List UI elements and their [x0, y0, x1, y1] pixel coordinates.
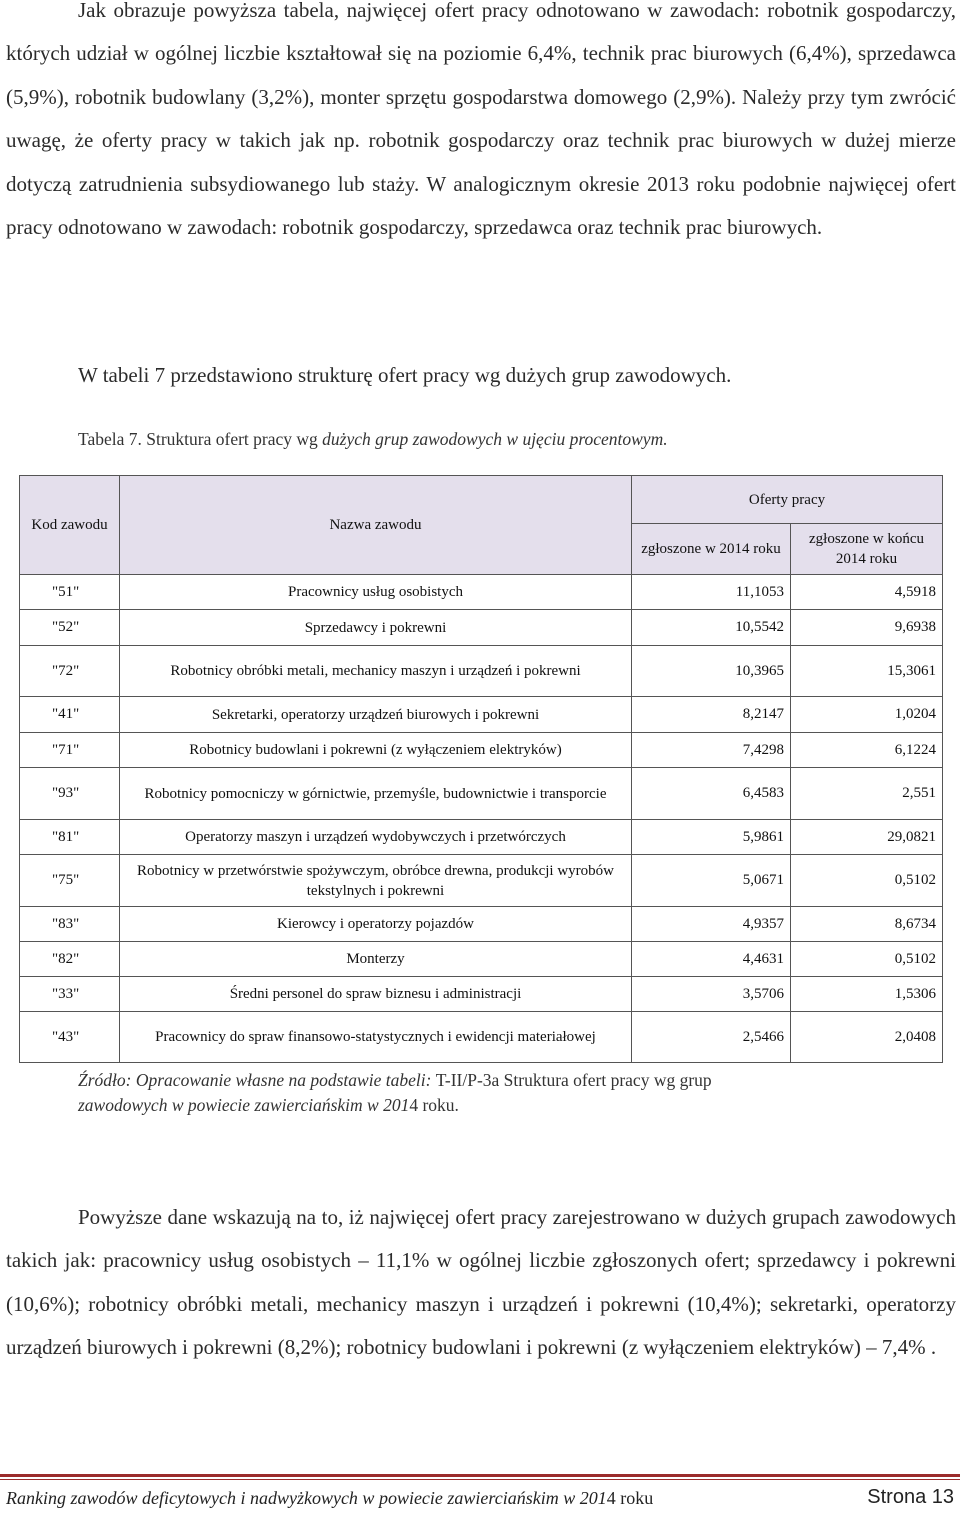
occupation-table [19, 475, 943, 1063]
table-row [20, 768, 943, 820]
table-row [20, 942, 943, 977]
caption-italic: dużych grup zawodowych w ujęciu procentowym. [322, 429, 668, 449]
row-code: "33" [20, 977, 120, 1012]
header-2014: zgłoszone w 2014 roku [632, 524, 791, 575]
table-row [20, 855, 943, 907]
table-row [20, 697, 943, 733]
footer-title-italic: Ranking zawodów deficytowych i nadwyżkowych w powiecie zawierciańskim w 201 [6, 1488, 607, 1508]
source-plain-1: T-II/P-3a Struktura ofert pracy wg grup [435, 1070, 712, 1090]
row-code: "51" [20, 575, 120, 610]
row-value-2014: 10,5542 [632, 610, 791, 646]
row-value-2014: 6,4583 [632, 768, 791, 820]
row-value-end-2014: 2,0408 [791, 1012, 943, 1063]
row-code: "43" [20, 1012, 120, 1063]
table-row [20, 646, 943, 697]
footer-title [6, 1488, 653, 1509]
row-code: "81" [20, 820, 120, 855]
row-value-end-2014: 4,5918 [791, 575, 943, 610]
row-name: Monterzy [120, 942, 632, 977]
row-value-2014: 5,9861 [632, 820, 791, 855]
row-value-end-2014: 1,0204 [791, 697, 943, 733]
table-row [20, 575, 943, 610]
page-number: Strona 13 [867, 1486, 954, 1508]
row-value-end-2014: 29,0821 [791, 820, 943, 855]
header-end-2014: zgłoszone w końcu 2014 roku [791, 524, 943, 575]
row-name: Pracownicy usług osobistych [120, 575, 632, 610]
row-value-2014: 5,0671 [632, 855, 791, 907]
row-value-2014: 11,1053 [632, 575, 791, 610]
row-value-2014: 4,9357 [632, 907, 791, 942]
row-value-end-2014: 2,551 [791, 768, 943, 820]
source-italic-2: zawodowych w powiecie zawierciańskim w 201 [78, 1095, 410, 1115]
footer-rule [0, 1474, 960, 1477]
row-name: Kierowcy i operatorzy pojazdów [120, 907, 632, 942]
row-value-end-2014: 9,6938 [791, 610, 943, 646]
row-value-2014: 10,3965 [632, 646, 791, 697]
row-code: "71" [20, 733, 120, 768]
table-row [20, 733, 943, 768]
row-value-end-2014: 6,1224 [791, 733, 943, 768]
row-value-end-2014: 8,6734 [791, 907, 943, 942]
row-code: "83" [20, 907, 120, 942]
table-body [20, 575, 943, 1063]
row-name: Robotnicy pomocniczy w górnictwie, przemyśle, budownictwie i transporcie [120, 768, 632, 820]
row-name: Operatorzy maszyn i urządzeń wydobywczych i przetwórczych [120, 820, 632, 855]
table-row [20, 907, 943, 942]
table-row [20, 977, 943, 1012]
row-value-2014: 2,5466 [632, 1012, 791, 1063]
table-row [20, 820, 943, 855]
header-code: Kod zawodu [20, 476, 120, 575]
caption-prefix: Tabela 7. Struktura ofert pracy wg [78, 429, 323, 449]
row-code: "75" [20, 855, 120, 907]
header-name: Nazwa zawodu [120, 476, 632, 575]
footer-rule-thin [0, 1479, 960, 1480]
row-code: "93" [20, 768, 120, 820]
table-row [20, 610, 943, 646]
row-value-end-2014: 0,5102 [791, 855, 943, 907]
row-name: Pracownicy do spraw finansowo-statystycznych i ewidencji materiałowej [120, 1012, 632, 1063]
paragraph-1: Jak obrazuje powyższa tabela, najwięcej ofert pracy odnotowano w zawodach: robotnik gospodarczy, których udział w ogólnej liczbie kształtował się na poziomie 6,4%, technik prac biurowych (6,4%), sprzedawca (5,9%), robotnik budowlany (3,2%), monter sprzętu gospodarstwa domowego (2,9%). Należy przy tym zwrócić uwagę, że oferty pracy w takich jak np. robotnik gospodarczy oraz technik prac biurowych w dużej mierze dotyczą zatrudnienia subsydiowanego lub staży. W analogicznym okresie 2013 roku podobnie najwięcej ofert pracy odnotowano w zawodach: robotnik gospodarczy, sprzedawca oraz technik prac biurowych. [6, 0, 956, 240]
row-value-2014: 3,5706 [632, 977, 791, 1012]
table-caption [78, 429, 668, 450]
paragraph-2: Powyższe dane wskazują na to, iż najwięcej ofert pracy zarejestrowano w dużych grupach zawodowych takich jak: pracownicy usług osobistych – 11,1% w ogólnej liczbie zgłoszonych ofert; sprzedawcy i pokrewni (10,6%); robotnicy obróbki metali, mechanicy maszyn i urządzeń i pokrewni (10,4%); sekretarki, operatorzy urządzeń biurowych i pokrewni (8,2%); robotnicy budowlani i pokrewni (z wyłączeniem elektryków) – 7,4% . [6, 1205, 956, 1360]
footer-title-tail: 4 roku [606, 1488, 654, 1508]
row-name: Średni personel do spraw biznesu i administracji [120, 977, 632, 1012]
source-italic-1: Źródło: Opracowanie własne na podstawie tabeli: [78, 1070, 436, 1090]
row-code: "41" [20, 697, 120, 733]
table-intro: W tabeli 7 przedstawiono strukturę ofert pracy wg dużych grup zawodowych. [78, 363, 732, 387]
row-name: Robotnicy budowlani i pokrewni (z wyłączeniem elektryków) [120, 733, 632, 768]
row-value-2014: 8,2147 [632, 697, 791, 733]
table-row [20, 1012, 943, 1063]
row-name: Sekretarki, operatorzy urządzeń biurowych i pokrewni [120, 697, 632, 733]
row-value-2014: 7,4298 [632, 733, 791, 768]
row-code: "72" [20, 646, 120, 697]
row-value-end-2014: 1,5306 [791, 977, 943, 1012]
row-code: "82" [20, 942, 120, 977]
row-value-2014: 4,4631 [632, 942, 791, 977]
source-note [78, 1068, 878, 1118]
header-offers: Oferty pracy [632, 476, 943, 524]
row-name: Robotnicy w przetwórstwie spożywczym, obróbce drewna, produkcji wyrobów tekstylnych i pokrewni [120, 855, 632, 907]
row-code: "52" [20, 610, 120, 646]
row-value-end-2014: 15,3061 [791, 646, 943, 697]
row-name: Sprzedawcy i pokrewni [120, 610, 632, 646]
row-name: Robotnicy obróbki metali, mechanicy maszyn i urządzeń i pokrewni [120, 646, 632, 697]
row-value-end-2014: 0,5102 [791, 942, 943, 977]
source-plain-2: 4 roku. [409, 1095, 459, 1115]
